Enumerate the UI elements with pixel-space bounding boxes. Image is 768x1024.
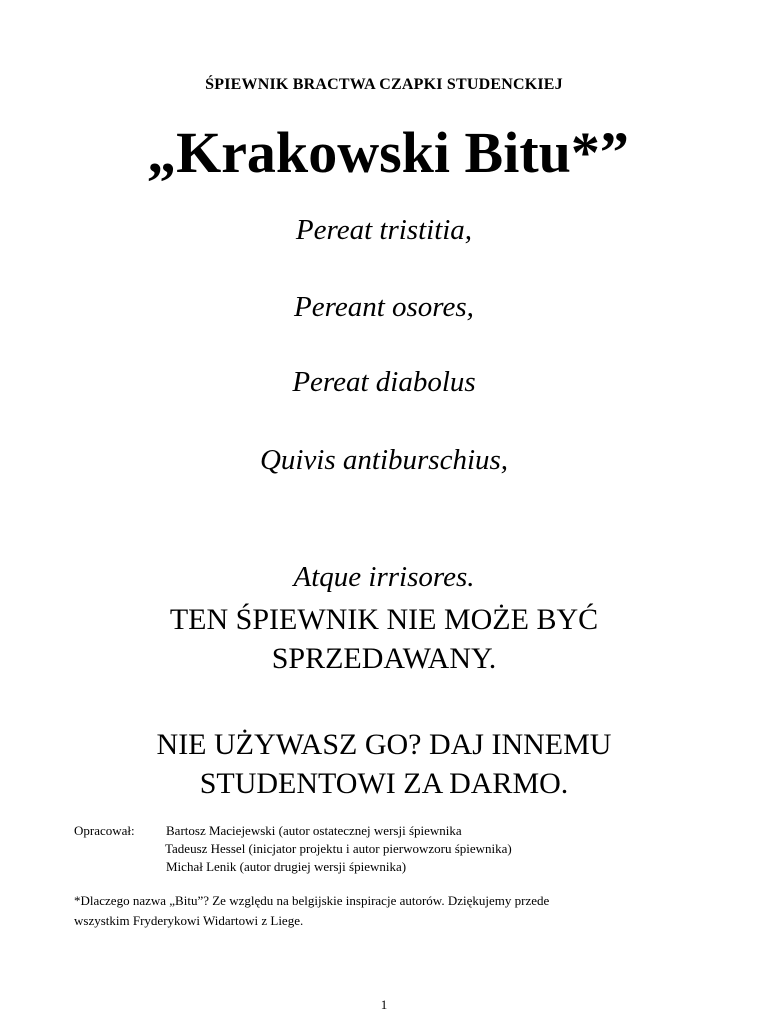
footnote-line: wszystkim Fryderykowi Widartowi z Liege.	[74, 913, 304, 928]
share-free-notice-text: NIE UŻYWASZ GO? DAJ INNEMU STUDENTOWI ZA DARMO.	[156, 728, 612, 800]
page-number: 1	[380, 997, 388, 1012]
no-sale-notice	[0, 600, 768, 678]
no-sale-notice-text: TEN ŚPIEWNIK NIE MOŻE BYĆ SPRZEDAWANY.	[169, 603, 599, 675]
footnote-line: *Dlaczego nazwa „Bitu”? Ze względu na belgijskie inspiracje autorów. Dziękujemy przede	[74, 893, 550, 908]
songbook-header: ŚPIEWNIK BRACTWA CZAPKI STUDENCKIEJ	[205, 76, 563, 93]
songbook-title: „Krakowski Bitu*”	[147, 120, 629, 185]
share-free-notice	[0, 725, 768, 803]
verse-line: Atque irrisores.	[293, 561, 475, 593]
credits-label: Opracował:	[74, 823, 135, 838]
credit-line: Michał Lenik (autor drugiej wersji śpiewnika)	[166, 859, 407, 874]
verse-line: Pereat diabolus	[292, 366, 476, 398]
credit-line: Tadeusz Hessel (inicjator projektu i autor pierwowzoru śpiewnika)	[165, 841, 512, 856]
verse-line: Pereant osores,	[294, 291, 474, 323]
credit-line: Bartosz Maciejewski (autor ostatecznej wersji śpiewnika	[166, 823, 462, 838]
verse-line: Pereat tristitia,	[295, 214, 473, 246]
verse-line: Quivis antiburschius,	[259, 444, 509, 476]
